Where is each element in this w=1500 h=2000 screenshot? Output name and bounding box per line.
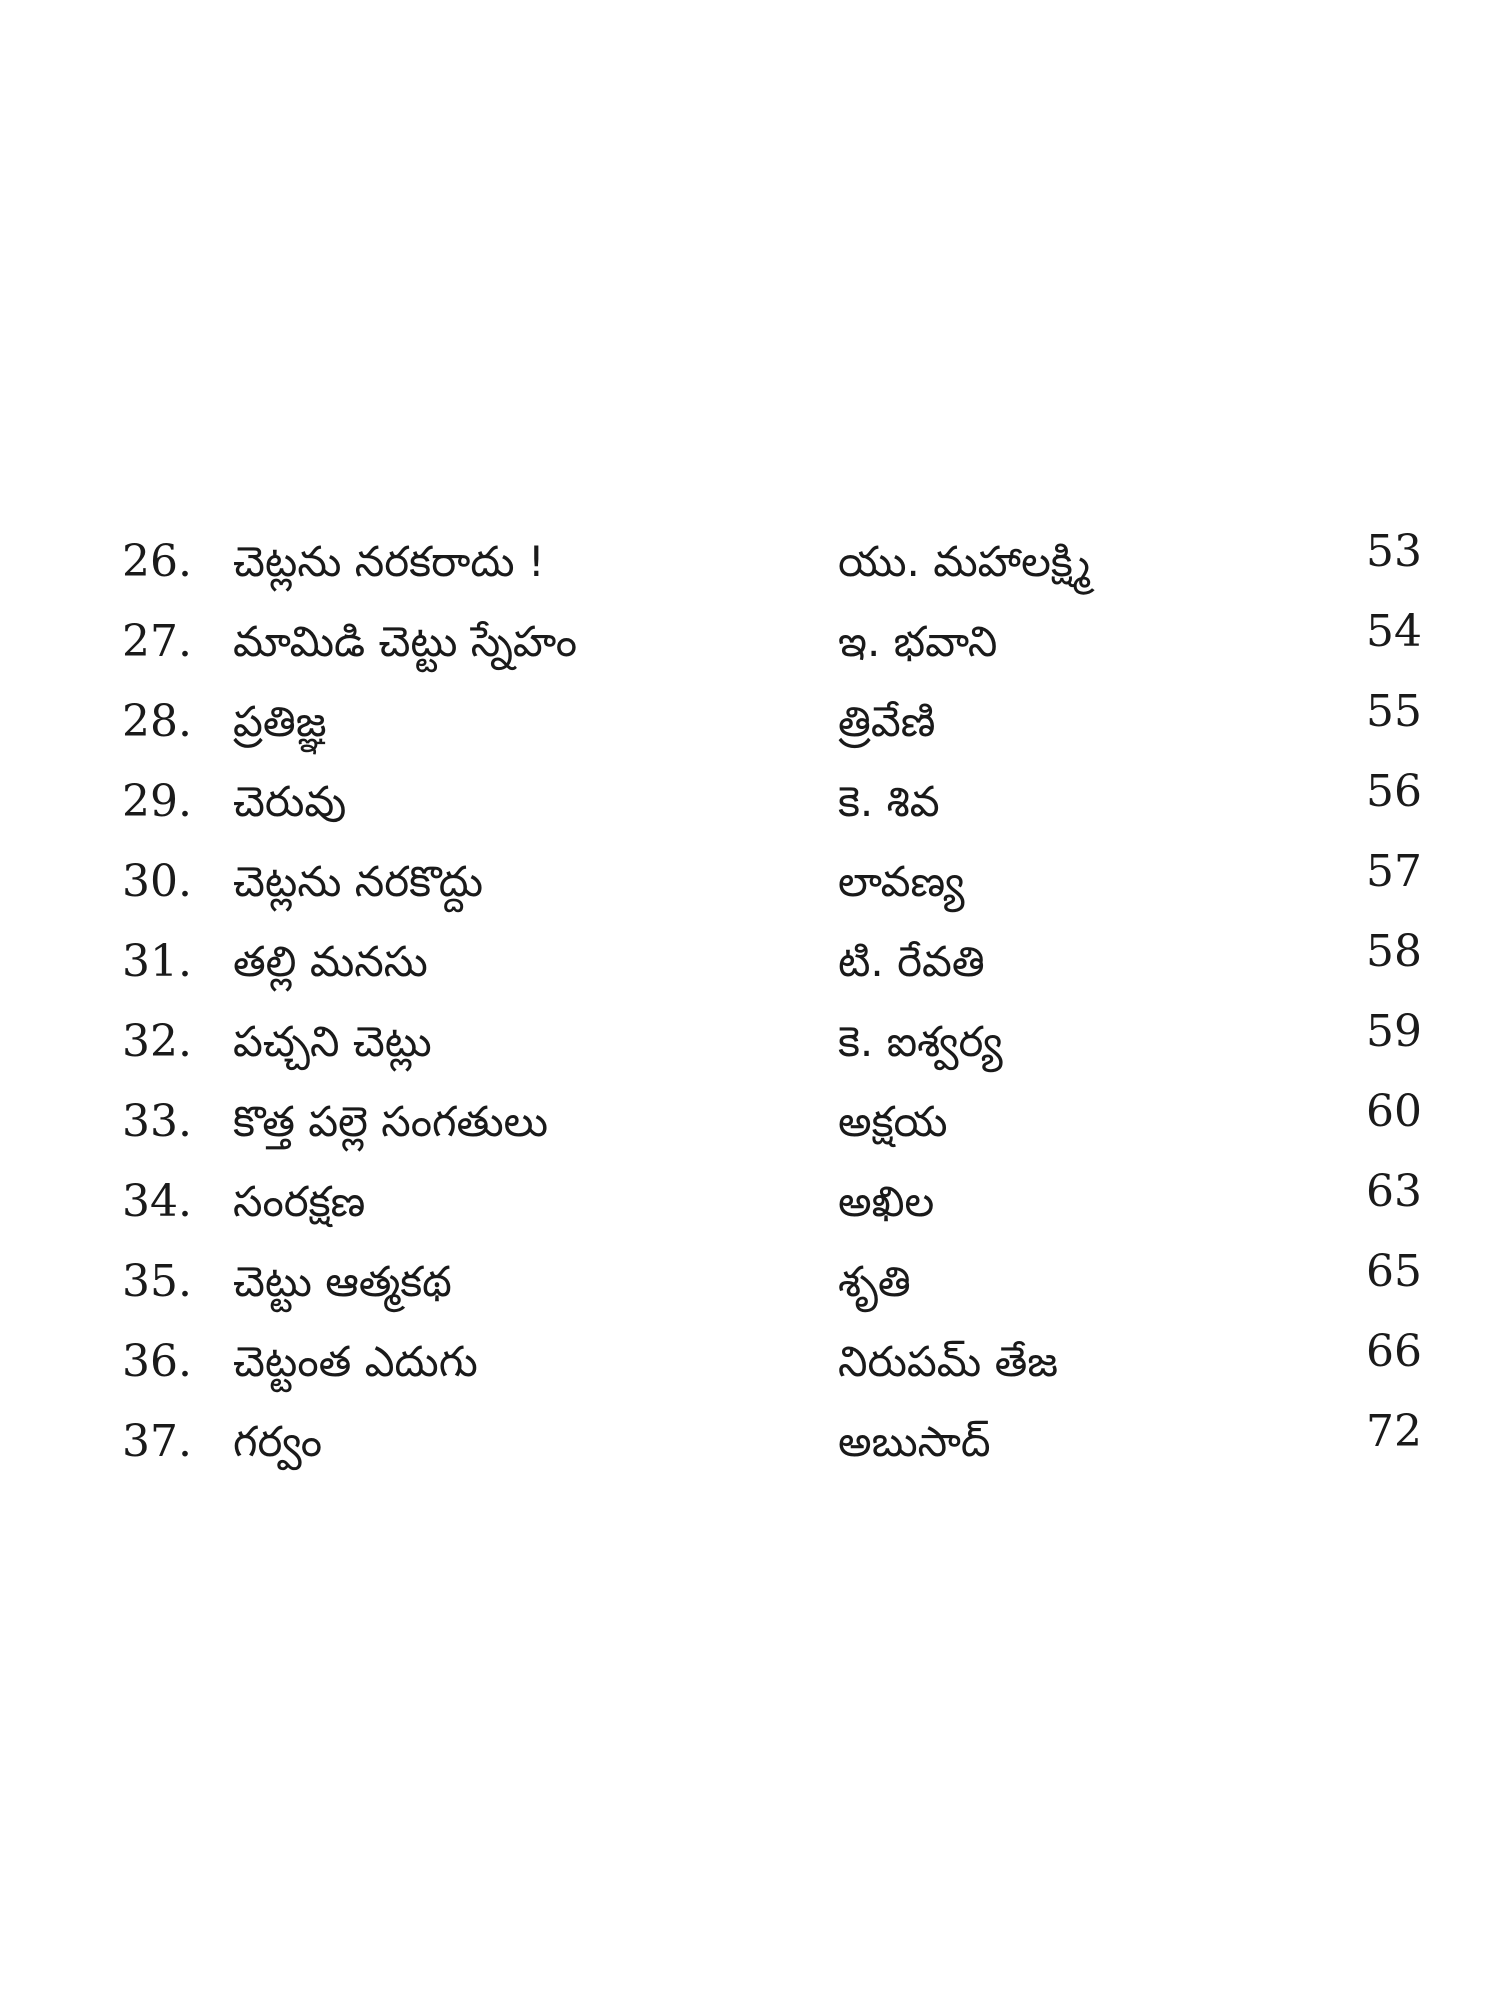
entry-title: పచ్చని చెట్లు	[233, 1017, 432, 1066]
toc-entry	[0, 1402, 1500, 1482]
toc-entry	[0, 1162, 1500, 1242]
entry-number: 34.	[122, 1176, 192, 1227]
entry-title: ప్రతిజ్ఞ	[233, 697, 327, 746]
toc-entry	[0, 682, 1500, 762]
entry-title: చెట్లను నరకొద్దు	[233, 857, 483, 906]
entry-author: అఖిల	[838, 1177, 935, 1226]
entry-title: తల్లి మనసు	[233, 937, 428, 986]
entry-author: శృతి	[838, 1257, 911, 1306]
entry-title: చెరువు	[233, 777, 347, 826]
entry-number: 26.	[122, 536, 192, 587]
toc-entry	[0, 522, 1500, 602]
toc-entry	[0, 602, 1500, 682]
entry-author: ఇ. భవాని	[838, 617, 998, 666]
entry-author: అక్షయ	[838, 1097, 948, 1146]
entry-title: చెట్లను నరకరాదు !	[233, 537, 545, 586]
entry-page-number: 65	[1366, 1246, 1422, 1297]
toc-entry	[0, 842, 1500, 922]
entry-page-number: 58	[1366, 926, 1422, 977]
entry-page-number: 72	[1366, 1406, 1422, 1457]
entry-page-number: 66	[1366, 1326, 1422, 1377]
entry-author: కె. శివ	[838, 777, 940, 826]
entry-author: నిరుపమ్ తేజ	[838, 1337, 1058, 1386]
entry-title: చెట్టంత ఎదుగు	[233, 1337, 478, 1386]
entry-page-number: 57	[1366, 846, 1422, 897]
entry-title: చెట్టు ఆత్మకథ	[233, 1257, 452, 1306]
toc-entry	[0, 1002, 1500, 1082]
entry-number: 30.	[122, 856, 192, 907]
entry-number: 33.	[122, 1096, 192, 1147]
entry-number: 32.	[122, 1016, 192, 1067]
toc-entry	[0, 1322, 1500, 1402]
entry-number: 36.	[122, 1336, 192, 1387]
entry-number: 27.	[122, 616, 192, 667]
entry-author: యు. మహాలక్ష్మి	[838, 537, 1091, 586]
toc-entry	[0, 922, 1500, 1002]
toc-entry	[0, 1242, 1500, 1322]
entry-title: కొత్త పల్లె సంగతులు	[233, 1097, 548, 1146]
entry-number: 31.	[122, 936, 192, 987]
entry-page-number: 54	[1366, 606, 1422, 657]
toc-entry	[0, 762, 1500, 842]
entry-author: కె. ఐశ్వర్య	[838, 1017, 1003, 1066]
entry-number: 28.	[122, 696, 192, 747]
entry-author: త్రివేణి	[838, 697, 936, 746]
table-of-contents	[0, 522, 1500, 1482]
entry-page-number: 53	[1366, 526, 1422, 577]
entry-page-number: 60	[1366, 1086, 1422, 1137]
entry-title: గర్వం	[233, 1417, 322, 1466]
toc-entry	[0, 1082, 1500, 1162]
entry-number: 37.	[122, 1416, 192, 1467]
entry-number: 29.	[122, 776, 192, 827]
entry-author: టి. రేవతి	[838, 937, 985, 986]
entry-page-number: 63	[1366, 1166, 1422, 1217]
entry-page-number: 56	[1366, 766, 1422, 817]
entry-author: అబుసాద్	[838, 1417, 991, 1466]
entry-title: మామిడి చెట్టు స్నేహం	[233, 617, 578, 666]
entry-author: లావణ్య	[838, 857, 965, 906]
entry-page-number: 55	[1366, 686, 1422, 737]
entry-page-number: 59	[1366, 1006, 1422, 1057]
entry-number: 35.	[122, 1256, 192, 1307]
entry-title: సంరక్షణ	[233, 1177, 366, 1226]
